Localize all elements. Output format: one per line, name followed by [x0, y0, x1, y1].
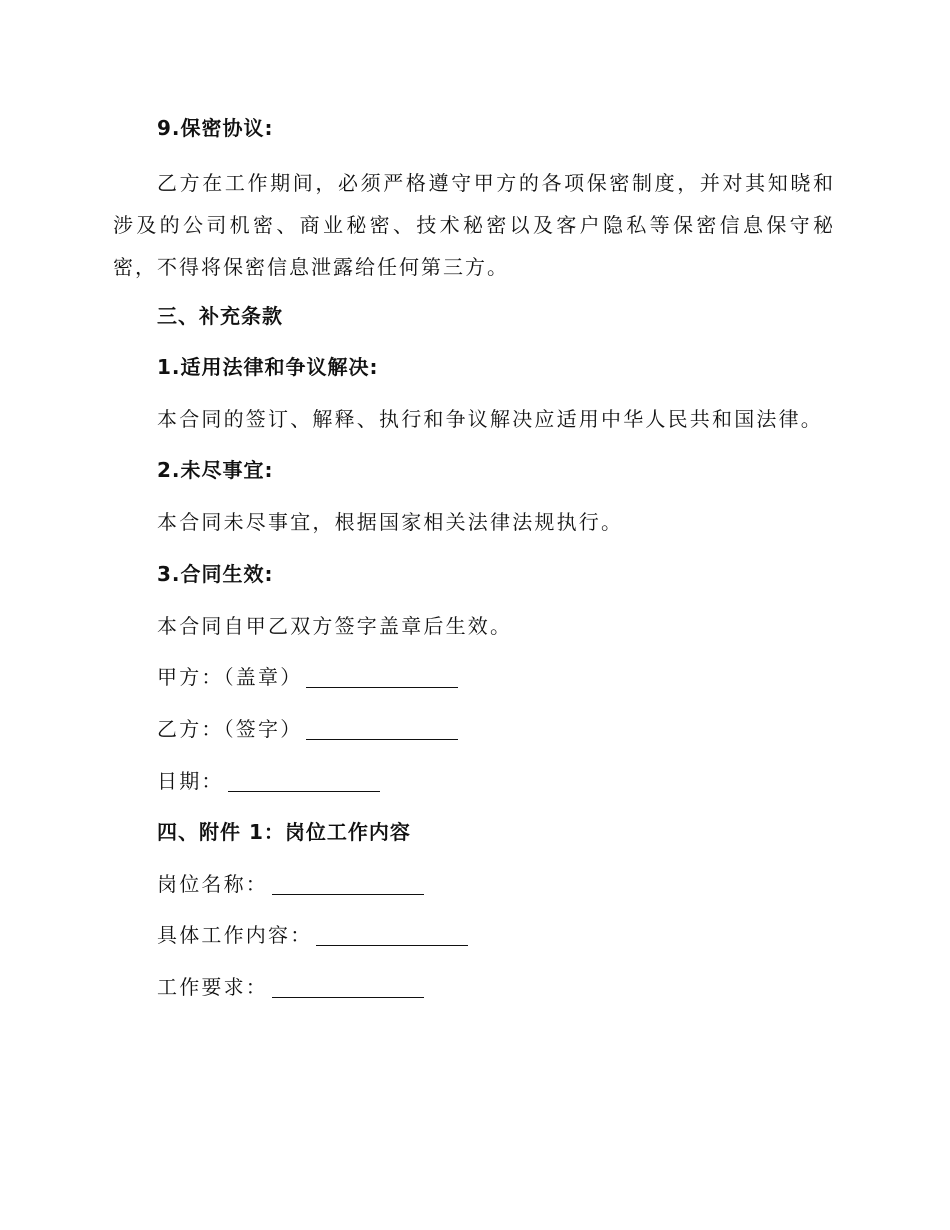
party-b-signature-row — [157, 715, 458, 743]
work-requirement-row — [157, 973, 424, 1001]
clause-1-title: 1.适用法律和争议解决: — [157, 355, 379, 379]
clause-2-body: 本合同未尽事宜，根据国家相关法律法规执行。 — [157, 510, 624, 534]
post-name-label: 岗位名称： — [157, 872, 268, 896]
party-b-signature-blank[interactable] — [306, 719, 458, 740]
post-name-row — [157, 870, 424, 898]
work-content-label: 具体工作内容： — [157, 923, 313, 947]
date-row — [157, 767, 380, 795]
section-9-body: 乙方在工作期间，必须严格遵守甲方的各项保密制度，并对其知晓和涉及的公司机密、商业秘密、技术秘密以及客户隐私等保密信息保守秘密，不得将保密信息泄露给任何第三方。 — [113, 171, 835, 279]
party-b-label: 乙方：（签字） — [157, 717, 303, 741]
section-9-title: 9.保密协议: — [157, 116, 274, 140]
party-a-label: 甲方：（盖章） — [157, 665, 303, 689]
date-blank[interactable] — [228, 771, 380, 792]
work-requirement-label: 工作要求： — [157, 975, 268, 999]
part-3-title: 三、补充条款 — [157, 304, 283, 328]
work-content-blank[interactable] — [316, 925, 468, 946]
clause-2-title: 2.未尽事宜: — [157, 458, 274, 482]
work-content-row — [157, 921, 468, 949]
party-a-seal-blank[interactable] — [306, 667, 458, 688]
party-a-signature-row — [157, 663, 458, 691]
clause-1-body: 本合同的签订、解释、执行和争议解决应适用中华人民共和国法律。 — [157, 407, 823, 431]
work-requirement-blank[interactable] — [272, 977, 424, 998]
date-label: 日期： — [157, 769, 224, 793]
section-9-body-block — [113, 162, 835, 288]
part-4-title: 四、附件 1：岗位工作内容 — [157, 820, 411, 844]
clause-3-title: 3.合同生效: — [157, 562, 274, 586]
post-name-blank[interactable] — [272, 874, 424, 895]
clause-3-body: 本合同自甲乙双方签字盖章后生效。 — [157, 614, 513, 638]
